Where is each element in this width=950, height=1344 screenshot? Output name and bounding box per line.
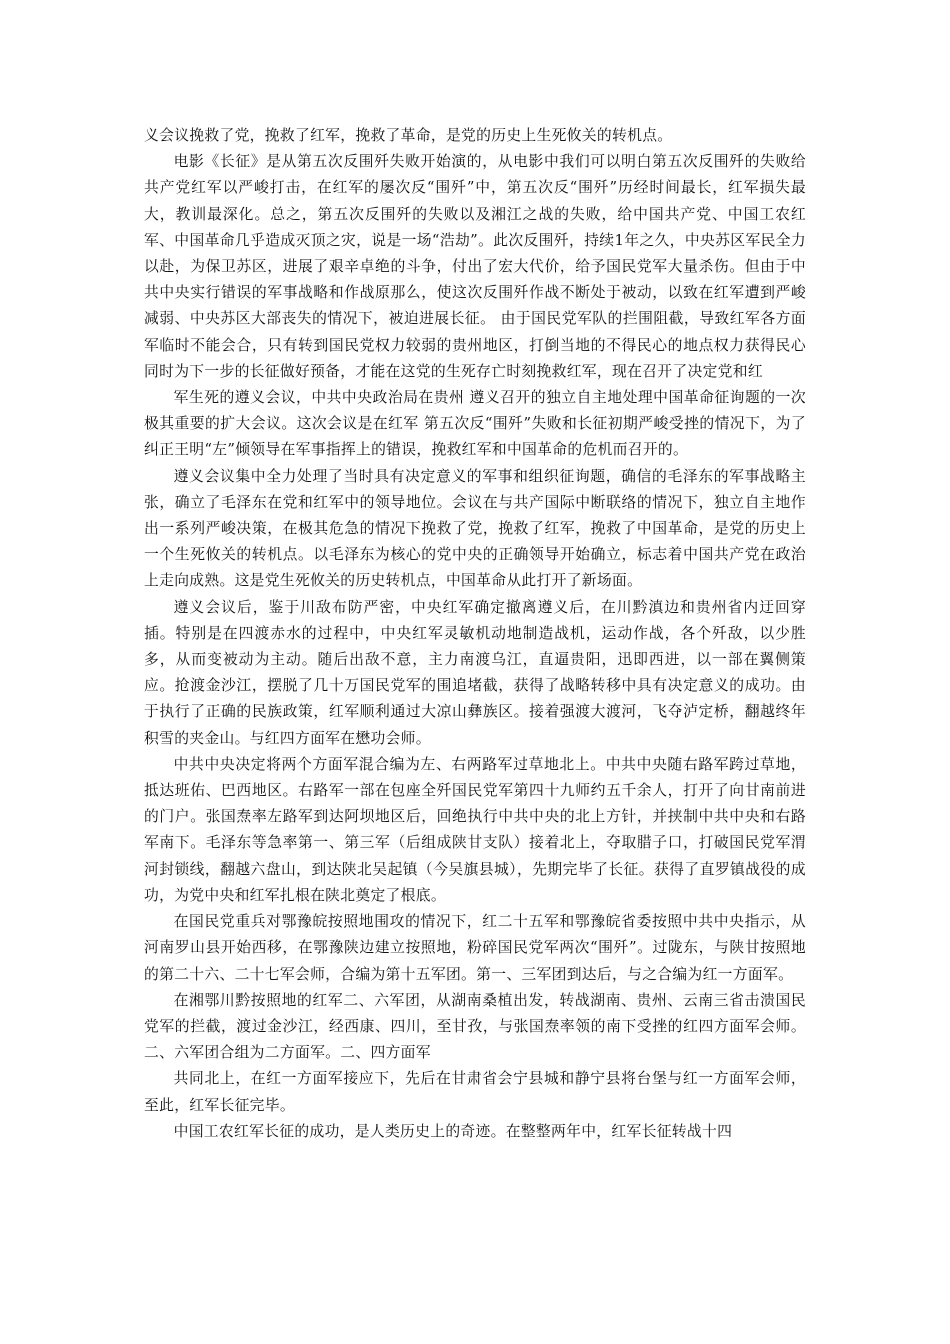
- paragraph-4: 遵义会议集中全力处理了当时具有决定意义的军事和组织征询题，确信的毛泽东的军事战略主张，确立了毛泽东在党和红军中的领导地位。会议在与共产国际中断联络的情况下，独立自主地作出一系列严峻决策，在极其危急的情况下挽救了党，挽救了红军，挽救了中国革命，是党的历史上一个生死攸关的转机点。以毛泽东为核心的党中央的正确领导开始确立，标志着中国共产党在政治上走向成熟。这是党生死攸关的历史转机点，中国革命从此打开了新场面。: [144, 467, 806, 590]
- paragraph-6: 中共中央决定将两个方面军混合编为左、右两路军过草地北上。中共中央随右路军跨过草地，抵达班佑、巴西地区。右路军一部在包座全歼国民党军第四十九师约五千余人，打开了向甘南前进的门户。张国焘率左路军到达阿坝地区后，回绝执行中共中央的北上方针，并挟制中共中央和右路军南下。毛泽东等急率第一、第三军（后组成陕甘支队）接着北上，夺取腊子口，打破国民党军渭河封锁线，翻越六盘山，到达陕北吴起镇（今吴旗县城），先期完毕了长征。获得了直罗镇战役的成功，为党中央和红军扎根在陕北奠定了根底。: [144, 755, 806, 904]
- paragraph-1: 义会议挽救了党，挽救了红军，挽救了革命，是党的历史上生死攸关的转机点。: [144, 127, 673, 144]
- paragraph-9: 共同北上，在红一方面军接应下，先后在甘肃省会宁县城和静宁县将台堡与红一方面军会师，至此，红军长征完毕。: [144, 1070, 806, 1114]
- paragraph-2: 电影《长征》是从第五次反围歼失败开始演的，从电影中我们可以明白第五次反围歼的失败给共产党红军以严峻打击，在红军的屡次反“围歼”中，第五次反“围歼”历经时间最长，红军损失最大，教训最深化。总之，第五次反围歼的失败以及湘江之战的失败，给中国共产党、中国工农红军、中国革命几乎造成灭顶之灾，说是一场“浩劫”。此次反围歼，持续1年之久，中央苏区军民全力以赴，为保卫苏区，进展了艰辛卓绝的斗争，付出了宏大代价，给予国民党军大量杀伤。但由于中共中央实行错误的军事战略和作战原那么，使这次反围歼作战不断处于被动，以致在红军遭到严峻减弱、中央苏区大部丧失的情况下，被迫进展长征。 由于国民党军队的拦围阻截，导致红军各方面军临时不能会合，只有转到国民党权力较弱的贵州地区，打倒当地的不得民心的地点权力获得民心同时为下一步的长征做好预备，才能在这党的生死存亡时刻挽救红军，现在召开了决定党和红: [144, 153, 806, 380]
- paragraph-7: 在国民党重兵对鄂豫皖按照地围攻的情况下，红二十五军和鄂豫皖省委按照中共中央指示，从河南罗山县开始西移，在鄂豫陕边建立按照地，粉碎国民党军两次“围歼”。过陇东，与陕甘按照地的第二十六、二十七军会师，合编为第十五军团。第一、三军团到达后，与之合编为红一方面军。: [144, 913, 806, 983]
- document-page: [144, 123, 806, 1145]
- paragraph-3: 军生死的遵义会议，中共中央政治局在贵州 遵义召开的独立自主地处理中国革命征询题的一次极其重要的扩大会议。这次会议是在红军 第五次反“围歼”失败和长征初期严峻受挫的情况下，为了纠正王明“左”倾领导在军事指挥上的错误，挽救红军和中国革命的危机而召开的。: [144, 389, 806, 459]
- paragraph-5: 遵义会议后，鉴于川敌布防严密，中央红军确定撤离遵义后，在川黔滇边和贵州省内迂回穿插。特别是在四渡赤水的过程中，中央红军灵敏机动地制造战机，运动作战，各个歼敌，以少胜多，从而变被动为主动。随后出敌不意，主力南渡乌江，直逼贵阳，迅即西进，以一部在翼侧策应。抢渡金沙江，摆脱了几十万国民党军的围追堵截，获得了战略转移中具有决定意义的成功。由于执行了正确的民族政策，红军顺利通过大凉山彝族区。接着强渡大渡河，飞夺泸定桥，翻越终年积雪的夹金山。与红四方面军在懋功会师。: [144, 598, 806, 747]
- paragraph-10: 中国工农红军长征的成功，是人类历史上的奇迹。在整整两年中，红军长征转战十四: [173, 1122, 733, 1140]
- paragraph-8: 在湘鄂川黔按照地的红军二、六军团，从湖南桑植出发，转战湖南、贵州、云南三省击溃国民党军的拦截，渡过金沙江，经西康、四川，至甘孜，与张国焘率领的南下受挫的红四方面军会师。二、六军团合组为二方面军。二、四方面军: [144, 991, 806, 1062]
